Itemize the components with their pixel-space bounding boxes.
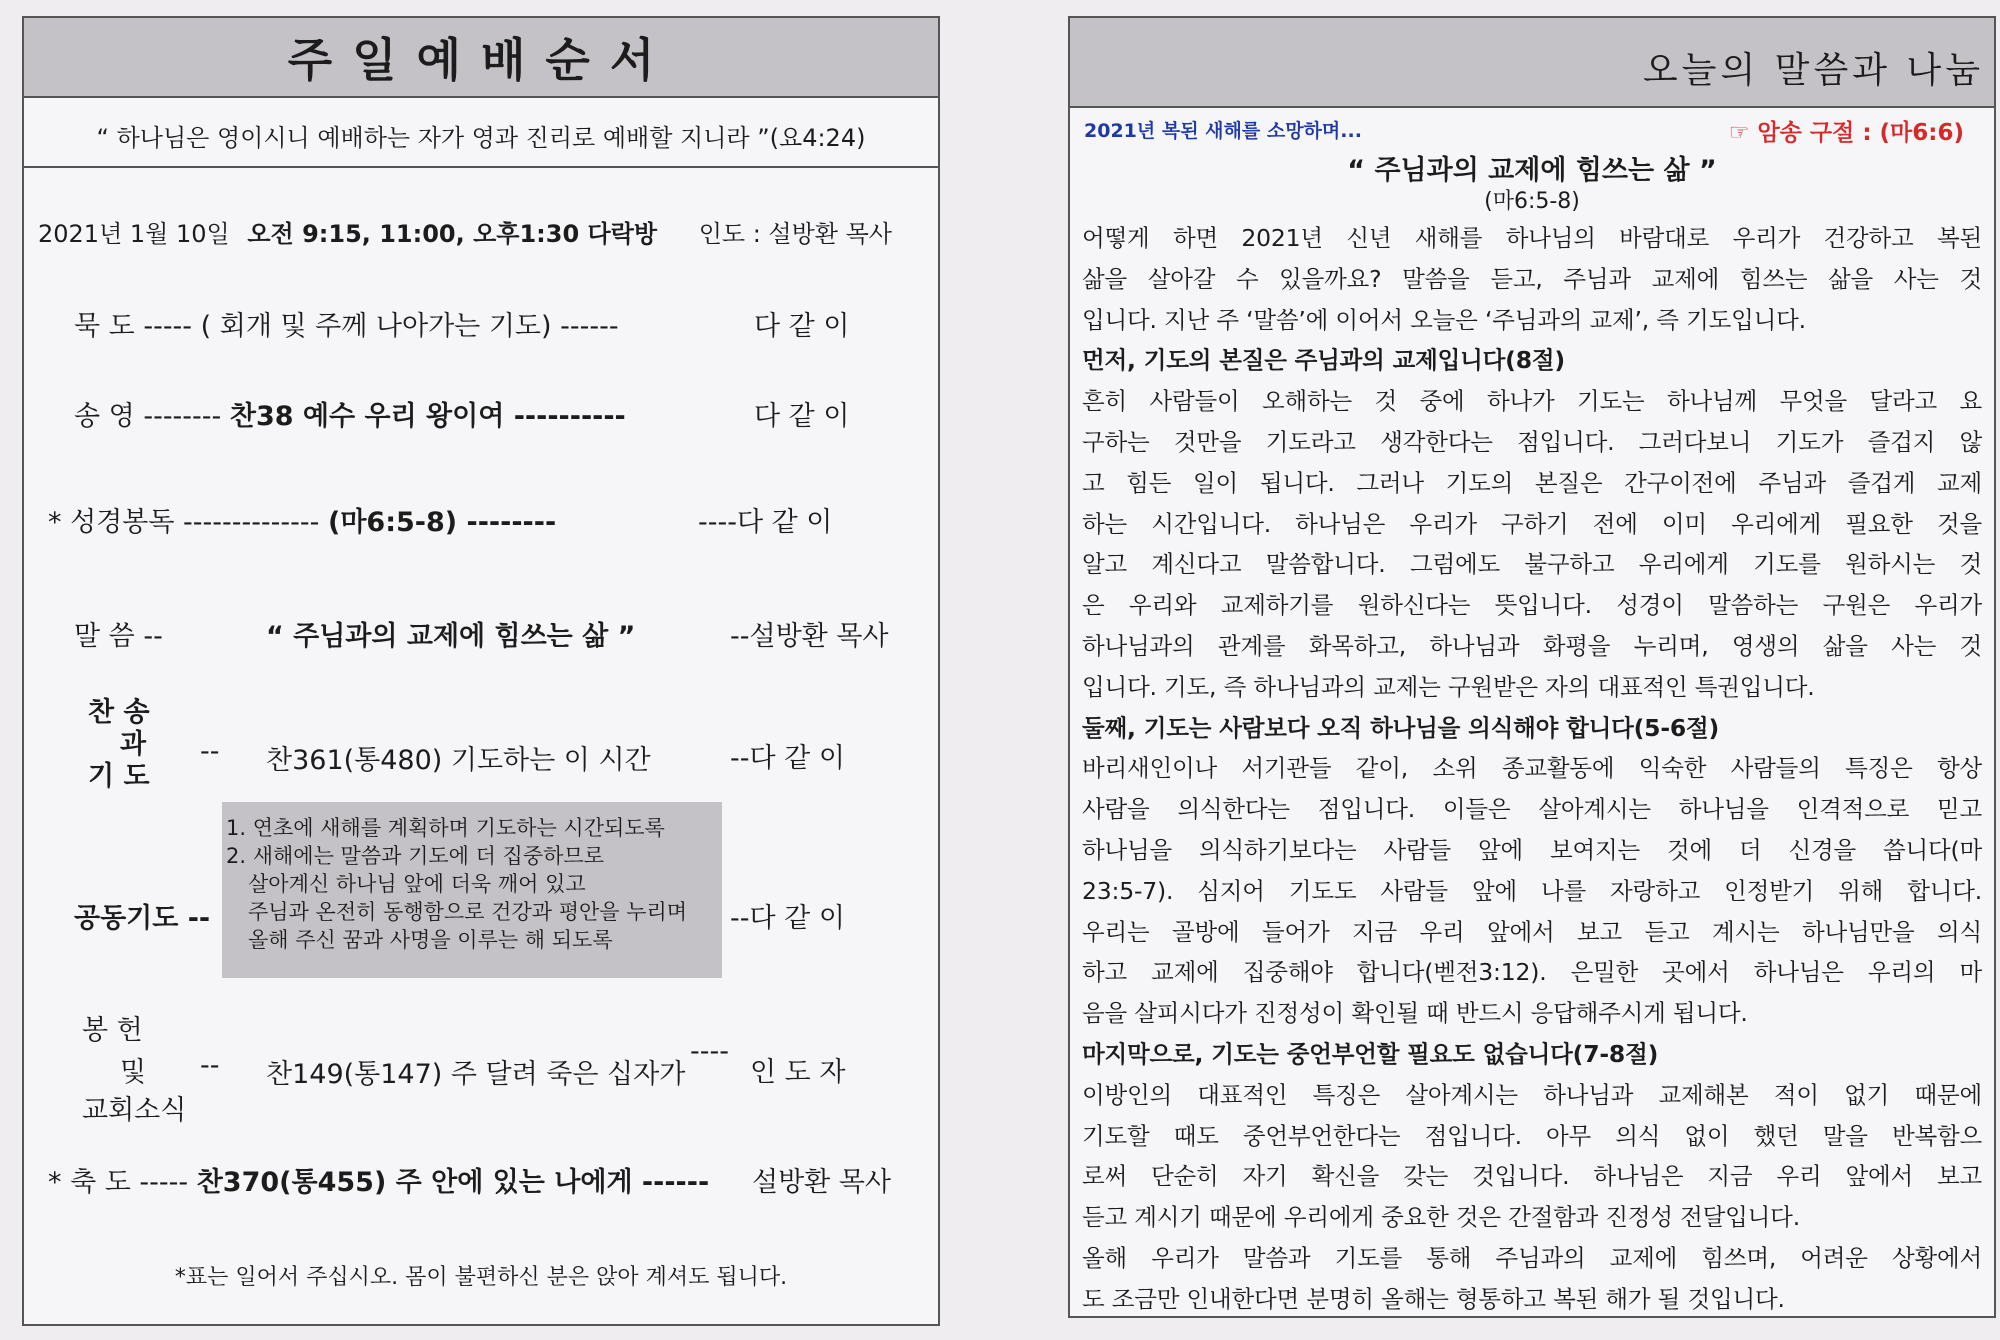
divider: [24, 166, 938, 168]
footnote: *표는 일어서 주십시오. 몸이 불편하신 분은 앉아 계셔도 됩니다.: [174, 1265, 788, 1290]
prayer-topic: 주님과 온전히 동행함으로 건강과 평안을 누리며: [248, 900, 688, 924]
order-label: 송 영 --------: [74, 401, 222, 432]
body-line: 기도할 때도 중언부언한다는 점입니다. 아무 의식 없이 했던 말을 반복함으: [1082, 1121, 1982, 1150]
order-who: 인 도 자: [750, 1057, 846, 1088]
order-item-sermon: [74, 614, 163, 653]
order-who: --다 같 이: [730, 743, 845, 774]
sermon-summary-title: 오늘의 말씀과 나눔: [1642, 50, 1984, 91]
order-item-benediction: [48, 1160, 709, 1199]
body-line: 23:5-7). 심지어 기도도 사람들 앞에 나를 자랑하고 인정받기 위해 합니다.: [1082, 876, 1982, 905]
order-label: * 축 도 -----: [48, 1167, 189, 1198]
order-item-doxology: [74, 394, 626, 433]
order-content: 찬370(통455) 주 안에 있는 나에게 ------: [196, 1167, 710, 1198]
dash: --: [200, 1050, 220, 1081]
sermon-subtitle: 2021년 복된 새해를 소망하며...: [1084, 120, 1362, 142]
sermon-title: “ 주님과의 교제에 힘쓰는 삶 ”: [1347, 155, 1717, 186]
body-line: 흔히 사람들이 오해하는 것 중에 하나가 기도는 하나님께 무엇을 달라고 요: [1082, 387, 1982, 416]
sermon-title: [266, 614, 635, 653]
body-line: 하는 시간입니다. 하나님은 우리가 구하기 전에 이미 우리에게 필요한 것을: [1082, 509, 1982, 538]
prayer-topic: 2. 새해에는 말씀과 기도에 더 집중하므로: [226, 844, 604, 868]
order-who: --다 같 이: [730, 903, 845, 934]
order-content: 찬361(통480) 기도하는 이 시간: [266, 745, 651, 776]
order-content: 찬38 예수 우리 왕이여 ----------: [229, 401, 626, 432]
body-line: 바리새인이나 서기관들 같이, 소위 종교활동에 익숙한 사람들의 특징은 항상: [1082, 754, 1982, 783]
order-item-silent-prayer: [74, 304, 619, 343]
prayer-topic: 살아계신 하나님 앞에 더욱 깨어 있고: [248, 872, 586, 896]
body-line: 도 조금만 인내한다면 분명히 올해는 형통하고 복된 해가 될 것입니다.: [1082, 1284, 1785, 1313]
body-line: 음을 살피시다가 진정성이 확인될 때 반드시 응답해주시게 됩니다.: [1082, 999, 1748, 1028]
worship-order-header: [24, 18, 938, 98]
body-line: 듣고 계시기 때문에 우리에게 중요한 것은 간절함과 진정성 전달입니다.: [1082, 1203, 1800, 1232]
service-leader: 인도 : 설방환 목사: [698, 220, 892, 248]
order-label: * 성경봉독 --------------: [48, 507, 320, 538]
order-label-line: 봉 헌: [82, 1015, 143, 1046]
order-content: 찬149(통147) 주 달려 죽은 십자가: [266, 1059, 686, 1090]
order-who: 다 같 이: [754, 311, 850, 342]
order-content: (마6:5-8) --------: [327, 507, 557, 538]
order-label-line: 기 도: [88, 761, 150, 792]
order-item-common-prayer: 공동기도 --: [74, 903, 211, 934]
service-date: 2021년 1월 10일: [38, 220, 230, 248]
body-line: 하고 교제에 집중해야 합니다(벧전3:12). 은밀한 곳에서 하나님은 우리의 마: [1082, 958, 1982, 987]
body-line: 은 우리와 교제하기를 원하신다는 뜻입니다. 성경이 말씀하는 구원은 우리가: [1082, 591, 1982, 620]
body-line: 알고 계신다고 말씀합니다. 그럼에도 불구하고 우리에게 기도를 원하시는 것: [1082, 550, 1982, 579]
section-heading: 먼저, 기도의 본질은 주님과의 교제입니다(8절): [1082, 346, 1565, 375]
order-who: ----다 같 이: [698, 507, 833, 538]
service-date-line: [38, 214, 892, 249]
order-content: ( 회개 및 주께 나아가는 기도) ------: [200, 311, 619, 342]
body-line: 어떻게 하면 2021년 신년 새해를 하나님의 바람대로 우리가 건강하고 복된: [1082, 224, 1982, 252]
prayer-topic: 올해 주신 꿈과 사명을 이루는 해 되도록: [248, 928, 613, 952]
body-line: 입니다. 지난 주 ‘말씀’에 이어서 오늘은 ‘주님과의 교제’, 즉 기도입니다.: [1082, 305, 1806, 334]
sermon-reference: (마6:5-8): [1484, 189, 1580, 214]
sermon-summary-header: [1070, 18, 1994, 108]
section-heading: 둘째, 기도는 사람보다 오직 하나님을 의식해야 합니다(5-6절): [1082, 713, 1720, 742]
order-label-line: 교회소식: [82, 1095, 187, 1126]
worship-order-panel: [22, 16, 940, 1326]
order-label-line: 및: [120, 1057, 147, 1088]
dash: ----: [690, 1036, 729, 1067]
body-line: 사람을 의식한다는 점입니다. 이들은 살아계시는 하나님을 인격적으로 믿고: [1082, 795, 1982, 824]
order-label: 말 씀 --: [74, 621, 163, 652]
order-content: “ 주님과의 교제에 힘쓰는 삶 ”: [266, 621, 636, 652]
body-line: 삶을 살아갈 수 있을까요? 말씀을 듣고, 주님과 교제에 힘쓰는 삶을 사는 것: [1082, 264, 1982, 293]
body-line: 하나님을 의식하기보다는 사람들 앞에 보여지는 것에 더 신경을 씁니다(마: [1082, 835, 1982, 864]
sermon-summary-panel: [1068, 16, 1996, 1318]
section-heading: 마지막으로, 기도는 중언부언할 필요도 없습니다(7-8절): [1082, 1039, 1659, 1068]
body-line: 우리는 골방에 들어가 지금 우리 앞에서 보고 듣고 계시는 하나님만을 의식: [1082, 917, 1982, 946]
order-label-line: 찬 송: [88, 697, 150, 728]
body-line: 로써 단순히 자기 확신을 갖는 것입니다. 하나님은 지금 우리 앞에서 보고: [1082, 1162, 1982, 1191]
memory-verse: ☞ 암송 구절 : (마6:6): [1728, 120, 1964, 146]
service-times: 오전 9:15, 11:00, 오후1:30 다락방: [247, 220, 658, 248]
theme-verse: “ 하나님은 영이시니 예배하는 자가 영과 진리로 예배할 지니라 ”(요4:24): [96, 124, 866, 152]
dash: --: [200, 736, 220, 767]
body-line: 고 힘든 일이 됩니다. 그러나 기도의 본질은 간구이전에 주님과 즐겁게 교제: [1082, 468, 1982, 497]
order-label-line: 과: [120, 729, 147, 760]
body-line: 하나님과의 관계를 화목하고, 하나님과 화평을 누리며, 영생의 삶을 사는 것: [1082, 631, 1982, 660]
body-line: 구하는 것만을 기도라고 생각한다는 점입니다. 그러다보니 기도가 즐겁지 않: [1082, 427, 1982, 456]
worship-order-title: 주일예배순서: [287, 33, 675, 87]
body-line: 이방인의 대표적인 특징은 살아계시는 하나님과 교제해본 적이 없기 때문에: [1082, 1080, 1982, 1109]
order-label: 묵 도 -----: [74, 311, 193, 342]
order-who: 설방환 목사: [752, 1167, 891, 1198]
body-line: 입니다. 기도, 즉 하나님과의 교제는 구원받은 자의 대표적인 특권입니다.: [1082, 672, 1815, 701]
prayer-topics-box: [222, 802, 722, 978]
order-who: --설방환 목사: [730, 621, 889, 652]
sermon-body: [1082, 218, 1982, 1320]
body-line: 올해 우리가 말씀과 기도를 통해 주님과의 교제에 힘쓰며, 어려운 상황에서: [1082, 1243, 1982, 1272]
order-item-scripture: [48, 500, 556, 539]
prayer-topic: 1. 연초에 새해를 계획하며 기도하는 시간되도록: [226, 816, 665, 840]
order-who: 다 같 이: [754, 401, 850, 432]
